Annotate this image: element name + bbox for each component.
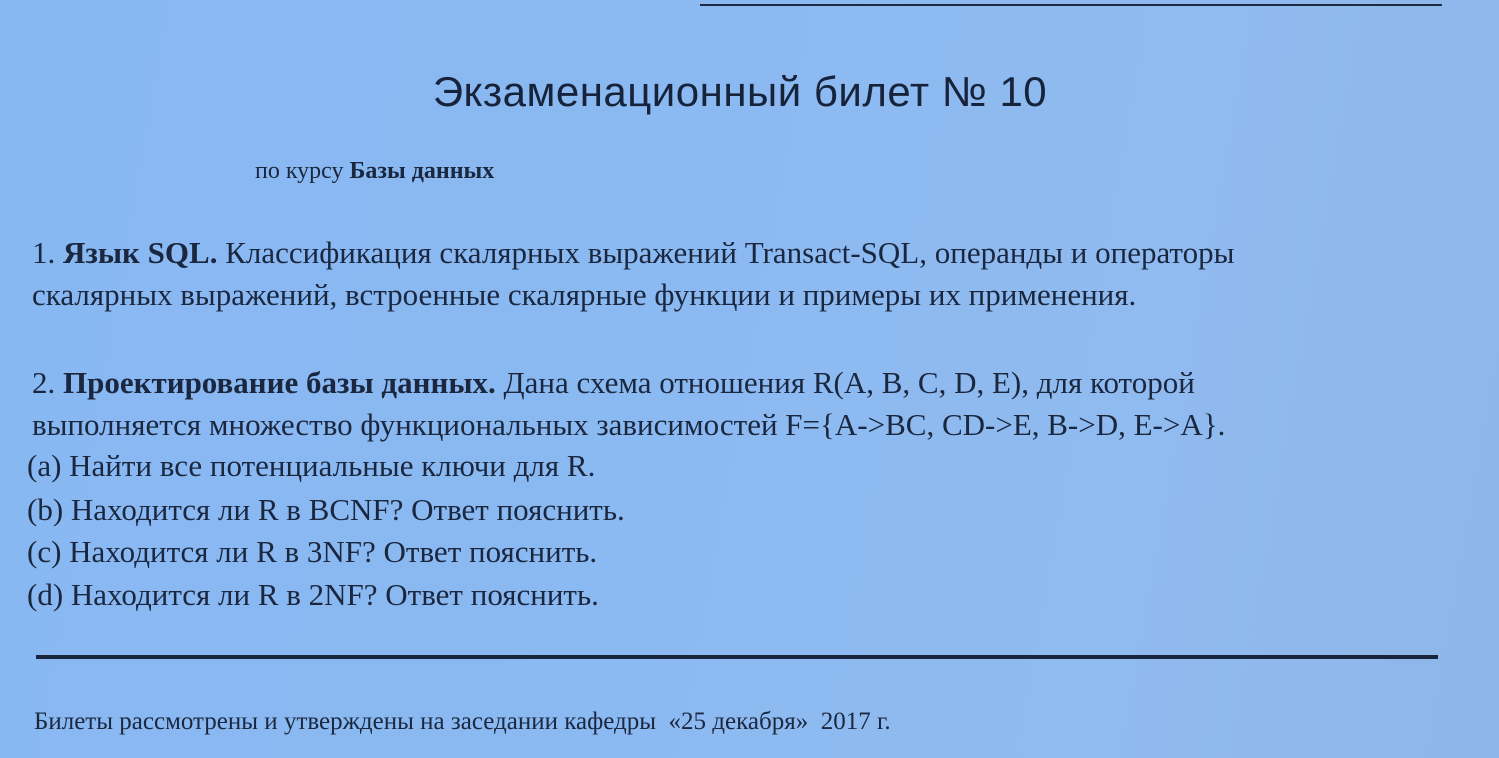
question-2 bbox=[32, 362, 1225, 446]
course-prefix: по курсу bbox=[255, 158, 350, 184]
question-2-line-1 bbox=[32, 362, 1225, 404]
question-2-text: Дана схема отношения R(A, B, C, D, E), для которой bbox=[503, 365, 1195, 400]
approval-footer: Билеты рассмотрены и утверждены на заседании кафедры «25 декабря» 2017 г. bbox=[34, 708, 891, 735]
subitem-a: (a) Найти все потенциальные ключи для R. bbox=[27, 448, 596, 483]
subitem-d: (d) Находится ли R в 2NF? Ответ пояснить. bbox=[27, 577, 599, 612]
question-2-heading: Проектирование базы данных. bbox=[63, 365, 496, 400]
question-1-line-2: скалярных выражений, встроенные скалярные функции и примеры их применения. bbox=[32, 277, 1137, 312]
question-1-text: Классификация скалярных выражений Transact-SQL, операнды и операторы bbox=[225, 235, 1235, 270]
question-1 bbox=[32, 232, 1234, 316]
question-1-heading: Язык SQL. bbox=[63, 235, 218, 270]
footer-divider bbox=[36, 655, 1438, 659]
question-2-number: 2. bbox=[32, 365, 56, 400]
question-2-line-2: выполняется множество функциональных зависимостей F={A->BC, CD->E, B->D, E->A}. bbox=[32, 407, 1226, 442]
subitem-c: (c) Находится ли R в 3NF? Ответ пояснить. bbox=[27, 534, 598, 569]
course-line bbox=[255, 158, 494, 185]
ticket-title: Экзаменационный билет № 10 bbox=[432, 68, 1048, 115]
top-divider bbox=[700, 4, 1442, 6]
question-1-number: 1. bbox=[32, 235, 56, 270]
course-name: Базы данных bbox=[349, 158, 495, 184]
subitem-b: (b) Находится ли R в BCNF? Ответ пояснить. bbox=[27, 492, 625, 527]
question-1-line-1 bbox=[32, 232, 1234, 274]
